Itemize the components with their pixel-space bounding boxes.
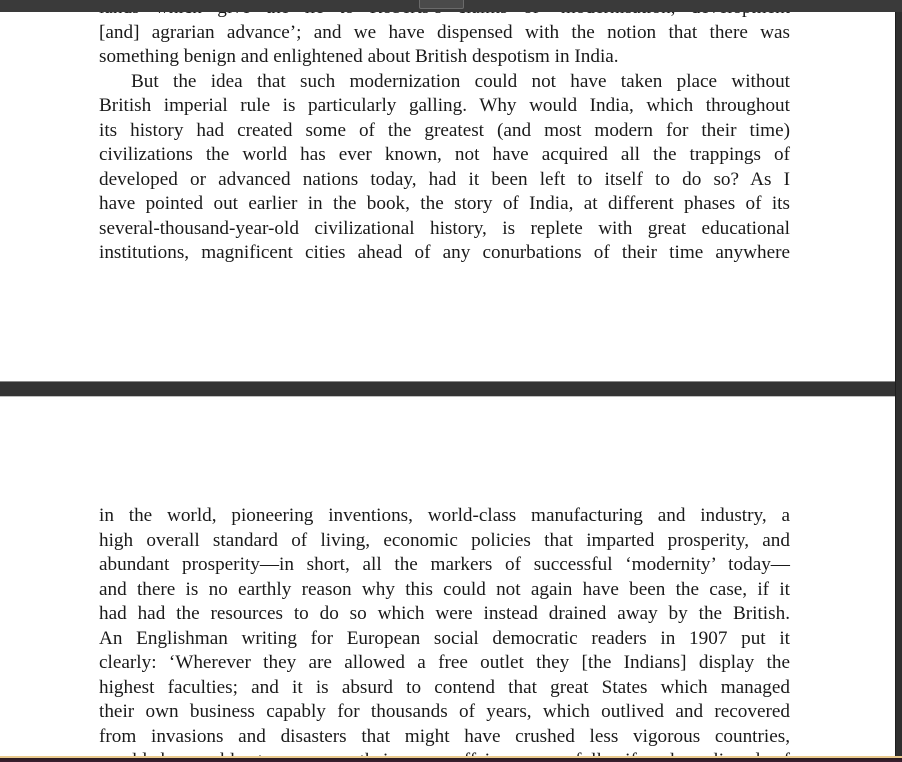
text-line: highest faculties; and it is absurd to contend that great States which managed bbox=[99, 676, 790, 698]
text-line: institutions, magnificent cities ahead of any conurbations of their time anywhere bbox=[99, 242, 790, 263]
text-line: several-thousand-year-old civilizational history, is replete with great educational bbox=[99, 217, 790, 239]
text-line: had had the resources to do so which were instead drained away by the British. bbox=[99, 603, 790, 624]
document-page bbox=[0, 396, 896, 757]
text-line: An Englishman writing for European social democratic readers in 1907 put it bbox=[99, 627, 790, 649]
text-line: high overall standard of living, economic policies that imparted prosperity, and bbox=[99, 529, 790, 551]
text-line: abundant prosperity—in short, all the markers of successful ‘modernity’ today— bbox=[99, 554, 790, 575]
page-separator bbox=[0, 382, 896, 396]
page-text bbox=[99, 0, 790, 266]
text-line: something benign and enlightened about British despotism in India. bbox=[99, 46, 619, 67]
text-line: British imperial rule is particularly galling. Why would India, which throughout bbox=[99, 95, 790, 116]
vertical-scrollbar[interactable] bbox=[895, 12, 902, 756]
text-line: and there is no earthly reason why this could not again have been the case, if it bbox=[99, 578, 790, 600]
text-line: But the idea that such modernization could not have taken place without bbox=[131, 70, 790, 92]
text-line: in the world, pioneering inventions, world-class manufacturing and industry, a bbox=[99, 505, 790, 526]
document-page bbox=[0, 12, 896, 382]
text-line: [and] agrarian advance’; and we have dispensed with the notion that there was bbox=[99, 21, 790, 43]
text-line: their own business capably for thousands of years, which outlived and recovered bbox=[99, 701, 790, 722]
text-line: developed or advanced nations today, had it been left to itself to do so? As I bbox=[99, 168, 790, 190]
text-line: clearly: ‘Wherever they are allowed a free outlet they [the Indians] display the bbox=[99, 652, 790, 673]
text-line: have pointed out earlier in the book, the story of India, at different phases of its bbox=[99, 193, 790, 214]
taskbar-edge bbox=[0, 756, 902, 762]
toolbar-toggle-handle[interactable] bbox=[419, 0, 464, 9]
text-line: from invasions and disasters that might have crushed less vigorous countries, bbox=[99, 725, 790, 747]
text-line: civilizations the world has ever known, not have acquired all the trappings of bbox=[99, 144, 790, 165]
page-text bbox=[99, 504, 790, 762]
text-line: its history had created some of the greatest (and most modern for their time) bbox=[99, 119, 790, 141]
viewer-toolbar bbox=[0, 0, 902, 12]
